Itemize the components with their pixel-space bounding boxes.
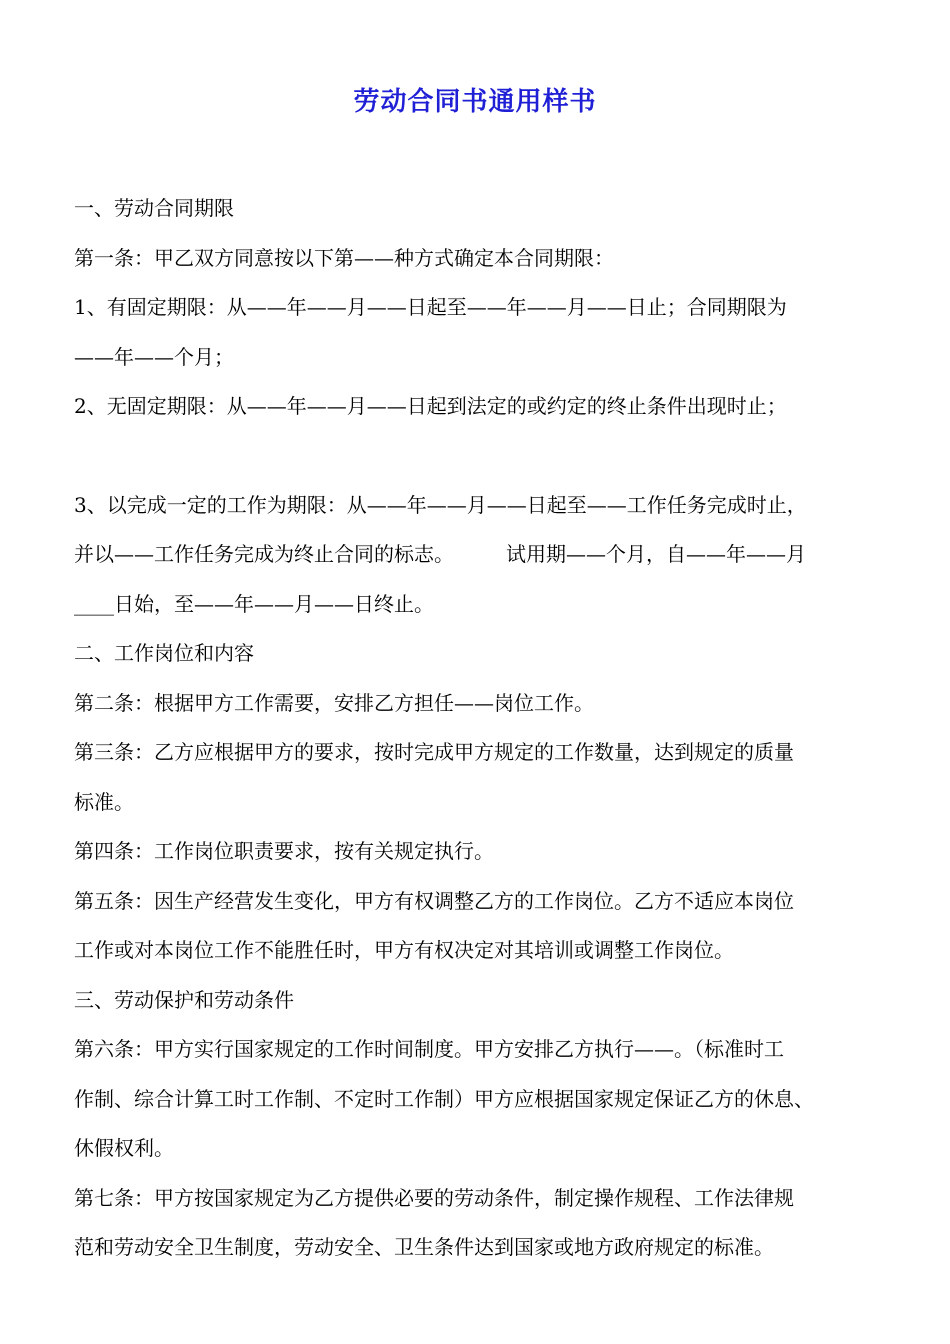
document-body [74, 184, 894, 1273]
clause-5: 第五条：因生产经营发生变化，甲方有权调整乙方的工作岗位。乙方不适应本岗位 [74, 888, 794, 913]
clause-2: 第二条：根据甲方工作需要，安排乙方担任——岗位工作。 [74, 690, 594, 715]
clause-1-option-2: 2、无固定期限：从——年——月——日起到法定的或约定的终止条件出现时止； [74, 394, 787, 418]
clause-7: 第七条：甲方按国家规定为乙方提供必要的劳动条件，制定操作规程、工作法律规 [74, 1185, 794, 1210]
clause-6-cont: 作制、综合计算工时工作制、不定时工作制）甲方应根据国家规定保证乙方的休息、 [74, 1086, 814, 1111]
probation-period-cont: ____日始，至——年——月——日终止。 [74, 591, 434, 616]
clause-1-option-1-cont: ——年——个月； [74, 344, 234, 369]
clause-1-option-3: 3、以完成一定的工作为期限：从——年——月——日起至——工作任务完成时止， [74, 492, 807, 517]
clause-1: 第一条：甲乙双方同意按以下第——种方式确定本合同期限： [74, 245, 614, 270]
section-heading-3: 三、劳动保护和劳动条件 [74, 987, 294, 1012]
clause-1-option-1: 1、有固定期限：从——年——月——日起至——年——月——日止；合同期限为 [74, 295, 787, 319]
clause-3-cont: 标准。 [74, 789, 134, 814]
termination-mark-text: 并以——工作任务完成为终止合同的标志。 [74, 542, 454, 566]
document-title: 劳动合同书通用样书 [353, 87, 597, 117]
section-heading-1: 一、劳动合同期限 [74, 196, 234, 220]
probation-period-text: 试用期——个月，自——年——月 [506, 542, 806, 566]
clause-6-cont-2: 休假权利。 [74, 1136, 174, 1160]
clause-5-cont: 工作或对本岗位工作不能胜任时，甲方有权决定对其培训或调整工作岗位。 [74, 938, 734, 962]
section-heading-2: 二、工作岗位和内容 [74, 641, 254, 665]
clause-6: 第六条：甲方实行国家规定的工作时间制度。甲方安排乙方执行——。（标准时工 [74, 1037, 784, 1061]
clause-7-cont: 范和劳动安全卫生制度，劳动安全、卫生条件达到国家或地方政府规定的标准。 [74, 1235, 774, 1259]
clause-4: 第四条：工作岗位职责要求，按有关规定执行。 [74, 839, 494, 863]
clause-1-option-3-cont [74, 530, 894, 580]
blank-line [74, 432, 894, 481]
clause-3: 第三条：乙方应根据甲方的要求，按时完成甲方规定的工作数量，达到规定的质量 [74, 740, 794, 764]
